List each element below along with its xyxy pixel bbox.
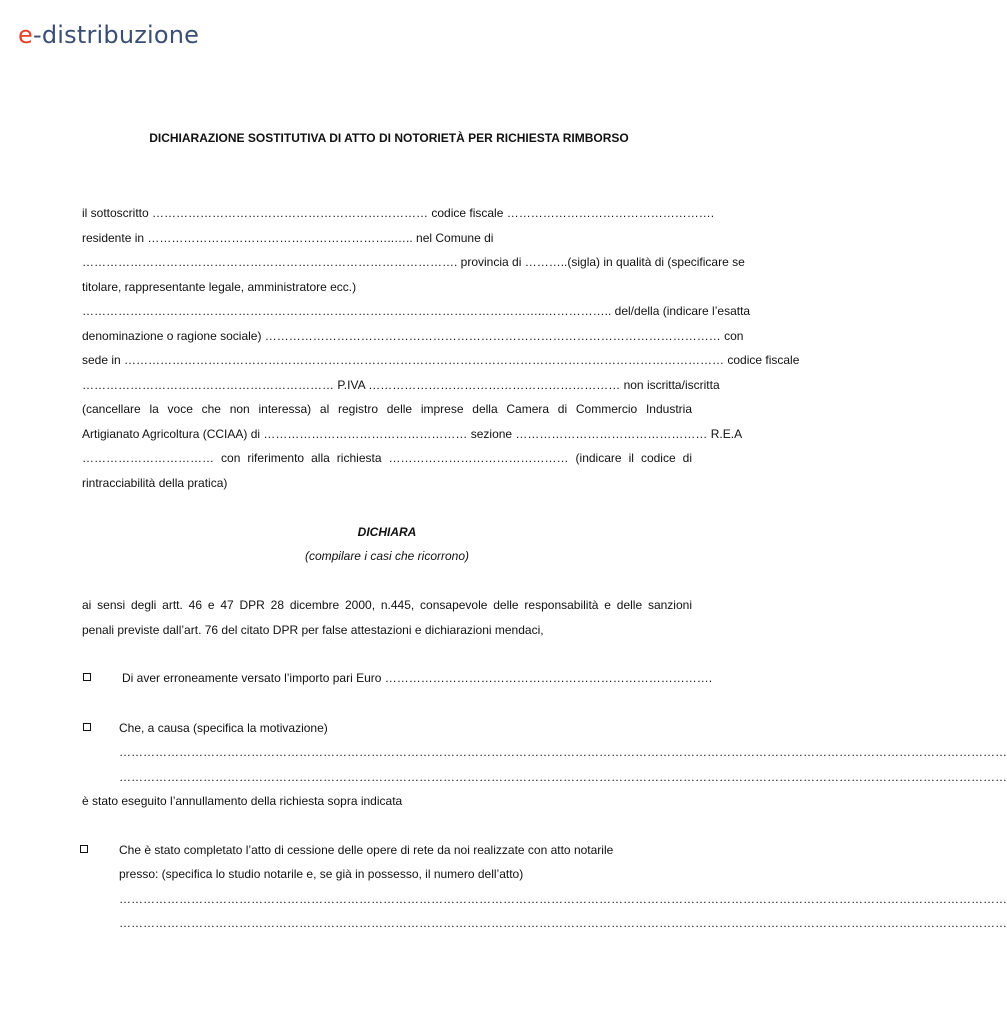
logo-e: e xyxy=(18,21,33,49)
option3-label-line-2: presso: (specifica lo studio notarile e, se già in possesso, il numero dell’atto) xyxy=(119,867,524,881)
option1-checkbox[interactable] xyxy=(83,673,91,681)
dichiara-note: (compilare i casi che ricorrono) xyxy=(304,549,470,563)
option3-dotted-line-1[interactable]: …………………………………………………………………………………………………………………………………………………………………………………………………… xyxy=(119,892,1007,906)
legal-line-1: ai sensi degli artt. 46 e 47 DPR 28 dicembre 2000, n.445, consapevole delle responsabilità e delle sanzioni xyxy=(82,598,692,612)
option2-followup: è stato eseguito l’annullamento della richiesta sopra indicata xyxy=(82,794,403,808)
logo-text: -distribuzione xyxy=(32,21,200,49)
logo xyxy=(18,21,199,49)
option3-label-line-1: Che è stato completato l’atto di cessione delle opere di rete da noi realizzate con atto notarile xyxy=(119,843,614,857)
option2-dotted-line-2[interactable]: …………………………………………………………………………………………………………………………………………………………………………………………………… xyxy=(119,770,1007,784)
body-line-11: …………………………… con riferimento alla richiesta ……………………………………… (indicare il codice di xyxy=(82,451,692,465)
body-line-4: titolare, rappresentante legale, amministratore ecc.) xyxy=(82,280,357,294)
legal-line-2: penali previste dall’art. 76 del citato DPR per false attestazioni e dichiarazioni mendaci, xyxy=(82,623,544,637)
option3-dotted-line-2[interactable]: …………………………………………………………………………………………………………………………………………………………………………………………………… xyxy=(119,916,1007,930)
body-line-12: rintracciabilità della pratica) xyxy=(82,476,228,490)
body-line-6: denominazione o ragione sociale) …………………………………………………………………………………………………… con xyxy=(82,329,744,343)
option2-checkbox[interactable] xyxy=(83,723,91,731)
option3-checkbox[interactable] xyxy=(80,845,88,853)
body-line-1: il sottoscritto …………………………………………………………… codice fiscale ……………………………………………. xyxy=(82,206,715,220)
dichiara-heading: DICHIARA xyxy=(357,525,417,539)
body-line-7: sede in …………………………………………………………………………………………………………………………………… codice fiscale xyxy=(82,353,800,367)
body-line-5: ……………………………………………………………………………………………………..…………….. del/della (indicare l’esatta xyxy=(82,304,751,318)
body-line-2: residente in ……………………………………………………..….. nel Comune di xyxy=(82,231,494,245)
option1-label: Di aver erroneamente versato l’importo pari Euro ………………………………………………………………………. xyxy=(122,671,713,685)
body-line-8: ……………………………………………………… P.IVA ……………………………………………………… non iscritta/iscritta xyxy=(82,378,720,392)
option2-label: Che, a causa (specifica la motivazione) xyxy=(119,721,328,735)
body-line-9: (cancellare la voce che non interessa) al registro delle imprese della Camera di Commercio Industria xyxy=(82,402,692,416)
document-title: DICHIARAZIONE SOSTITUTIVA DI ATTO DI NOTORIETÀ PER RICHIESTA RIMBORSO xyxy=(149,131,629,145)
option2-dotted-line-1[interactable]: …………………………………………………………………………………………………………………………………………………………………………………………………… xyxy=(119,745,1007,759)
body-line-10: Artigianato Agricoltura (CCIAA) di …………………………………………… sezione ………………………………………… R.E.A xyxy=(82,427,743,441)
body-line-3: …………………………………………………………………………………. provincia di ………..(sigla) in qualità di (specificare se xyxy=(82,255,745,269)
